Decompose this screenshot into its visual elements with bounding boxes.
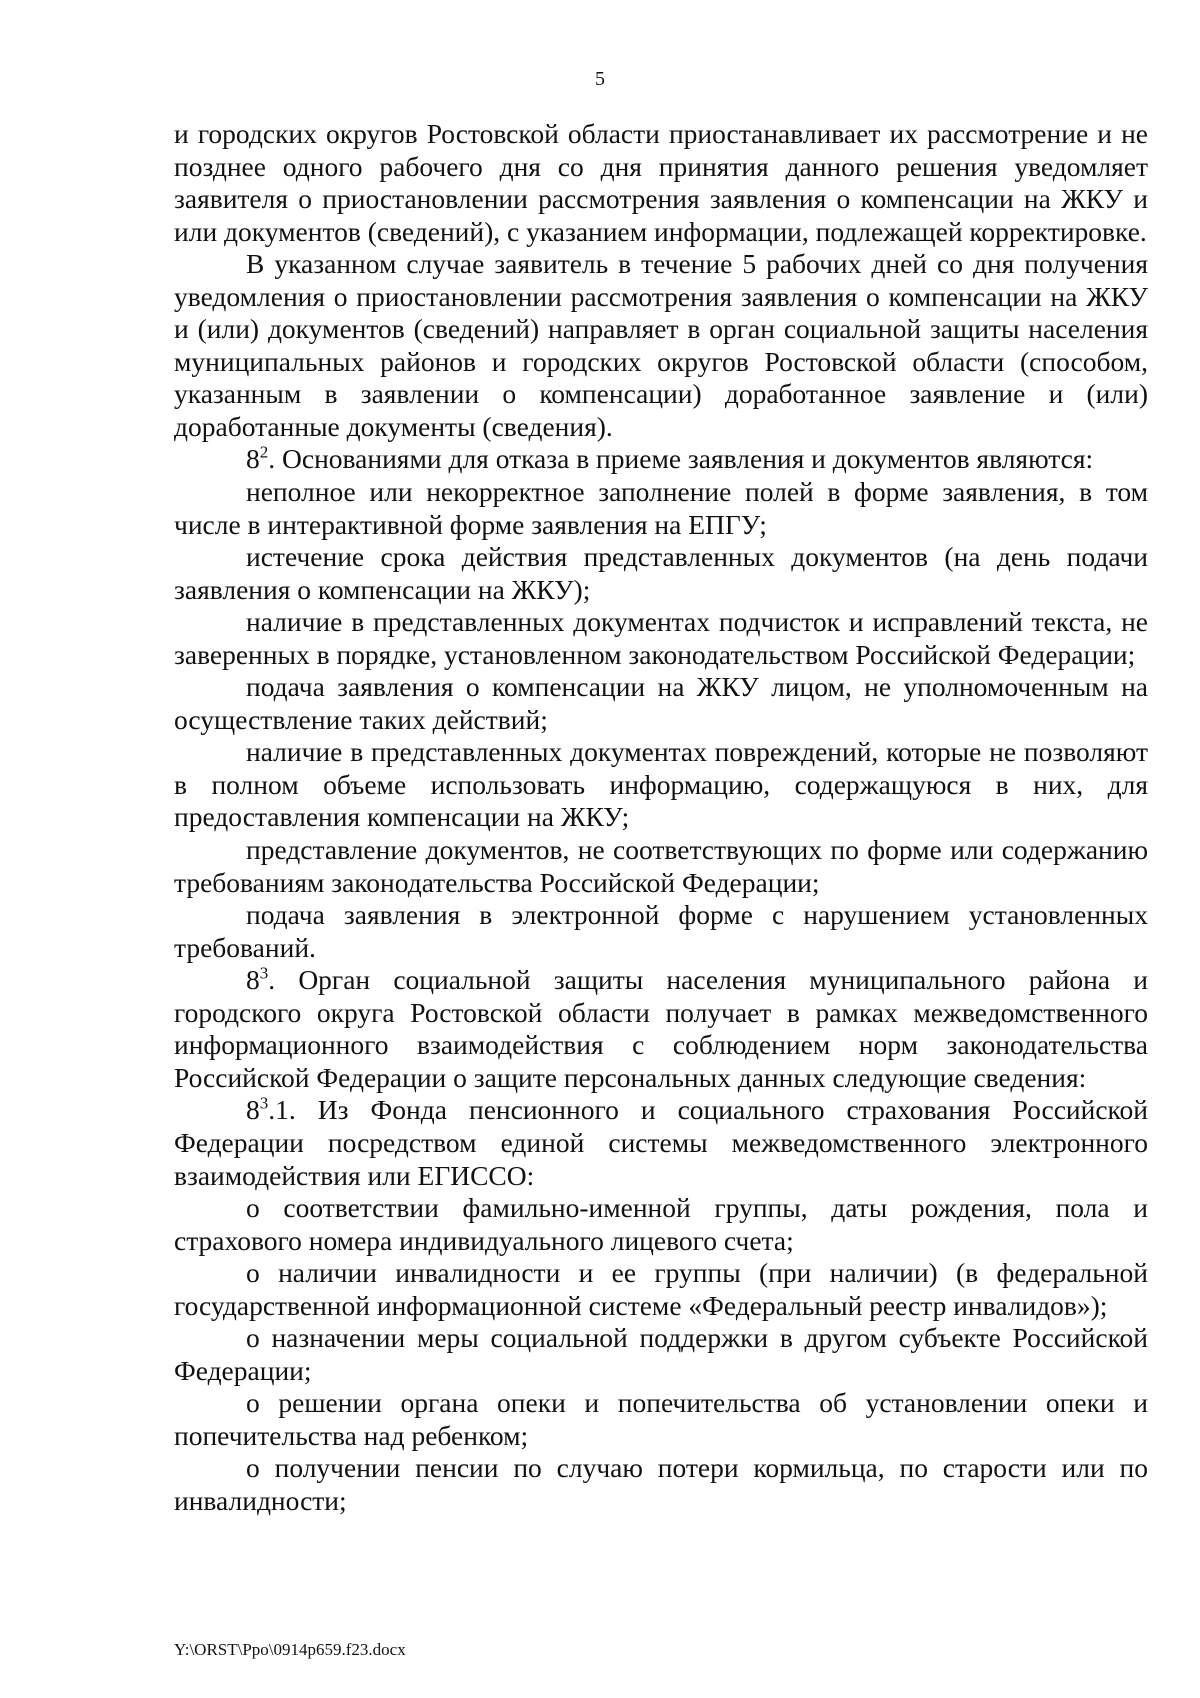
clause-number: 8	[246, 443, 260, 475]
paragraph-text: наличие в представленных документах повреждений, которые не позволяют в полном объеме использовать информацию, содержащуюся в них, для предоставления компенсации на ЖКУ;	[174, 736, 1148, 833]
list-item	[174, 1322, 1148, 1387]
clause-superscript: 3	[259, 1093, 269, 1113]
list-item	[174, 1192, 1148, 1257]
paragraph-text: . Основаниями для отказа в приеме заявления и документов являются:	[268, 443, 1094, 475]
list-item	[174, 606, 1148, 671]
clause-number: 8	[246, 1094, 260, 1126]
paragraph-text: неполное или некорректное заполнение полей в форме заявления, в том числе в интерактивной форме заявления на ЕПГУ;	[174, 476, 1148, 540]
list-item	[174, 834, 1148, 899]
paragraph-text: о наличии инвалидности и ее группы (при наличии) (в федеральной государственной информационной системе «Федеральный реестр инвалидов»);	[174, 1257, 1148, 1321]
paragraph-text: . Орган социальной защиты населения муниципального района и городского округа Ростовской области получает в рамках межведомственного информационного взаимодействия с соблюдением норм законодательства Российской Федерации о защите персональных данных следующие сведения:	[174, 964, 1148, 1093]
clause-number: 8	[246, 964, 260, 996]
paragraph-text: о решении органа опеки и попечительства об установлении опеки и попечительства над ребенком;	[174, 1387, 1148, 1451]
paragraph-text: наличие в представленных документах подчисток и исправлений текста, не заверенных в порядке, установленном законодательством Российской Федерации;	[174, 606, 1148, 670]
paragraph	[174, 248, 1148, 443]
paragraph-text: В указанном случае заявитель в течение 5 рабочих дней со дня получения уведомления о приостановлении рассмотрения заявления о компенсации на ЖКУ и (или) документов (сведений) направляет в орган социальной защиты населения муниципальных районов и городских округов Ростовской области (способом, указанным в заявлении о компенсации) доработанное заявление и (или) доработанные документы (сведения).	[174, 248, 1148, 442]
paragraph-text: подача заявления в электронной форме с нарушением установленных требований.	[174, 899, 1148, 963]
list-item	[174, 476, 1148, 541]
page-number: 5	[595, 68, 605, 90]
list-item	[174, 541, 1148, 606]
paragraph-text: .1. Из Фонда пенсионного и социального страхования Российской Федерации посредством единой системы межведомственного электронного взаимодействия или ЕГИССО:	[174, 1094, 1148, 1191]
paragraph-text: подача заявления о компенсации на ЖКУ лицом, не уполномоченным на осуществление таких действий;	[174, 671, 1148, 735]
clause-8-3	[174, 964, 1148, 1094]
paragraph-text: представление документов, не соответствующих по форме или содержанию требованиям законодательства Российской Федерации;	[174, 834, 1148, 898]
paragraph-text: и городских округов Ростовской области приостанавливает их рассмотрение и не позднее одного рабочего дня со дня принятия данного решения уведомляет заявителя о приостановлении рассмотрения заявления о компенсации на ЖКУ и или документов (сведений), с указанием информации, подлежащей корректировке.	[174, 118, 1148, 247]
paragraph-text: истечение срока действия представленных документов (на день подачи заявления о компенсации на ЖКУ);	[174, 541, 1148, 605]
clause-8-3-1	[174, 1094, 1148, 1192]
list-item	[174, 899, 1148, 964]
footer-file-path: Y:\ORST\Ppo\0914p659.f23.docx	[174, 1640, 406, 1659]
list-item	[174, 1387, 1148, 1452]
paragraph-text: о назначении меры социальной поддержки в другом субъекте Российской Федерации;	[174, 1322, 1148, 1386]
list-item	[174, 1257, 1148, 1322]
list-item	[174, 1452, 1148, 1517]
paragraph-text: о соответствии фамильно-именной группы, даты рождения, пола и страхового номера индивидуального лицевого счета;	[174, 1192, 1148, 1256]
list-item	[174, 671, 1148, 736]
paragraph-text: о получении пенсии по случаю потери кормильца, по старости или по инвалидности;	[174, 1452, 1148, 1516]
clause-superscript: 2	[259, 442, 269, 462]
list-item	[174, 736, 1148, 834]
clause-8-2	[174, 443, 1148, 476]
document-body	[174, 118, 1148, 1518]
clause-superscript: 3	[259, 963, 269, 983]
paragraph	[174, 118, 1148, 248]
